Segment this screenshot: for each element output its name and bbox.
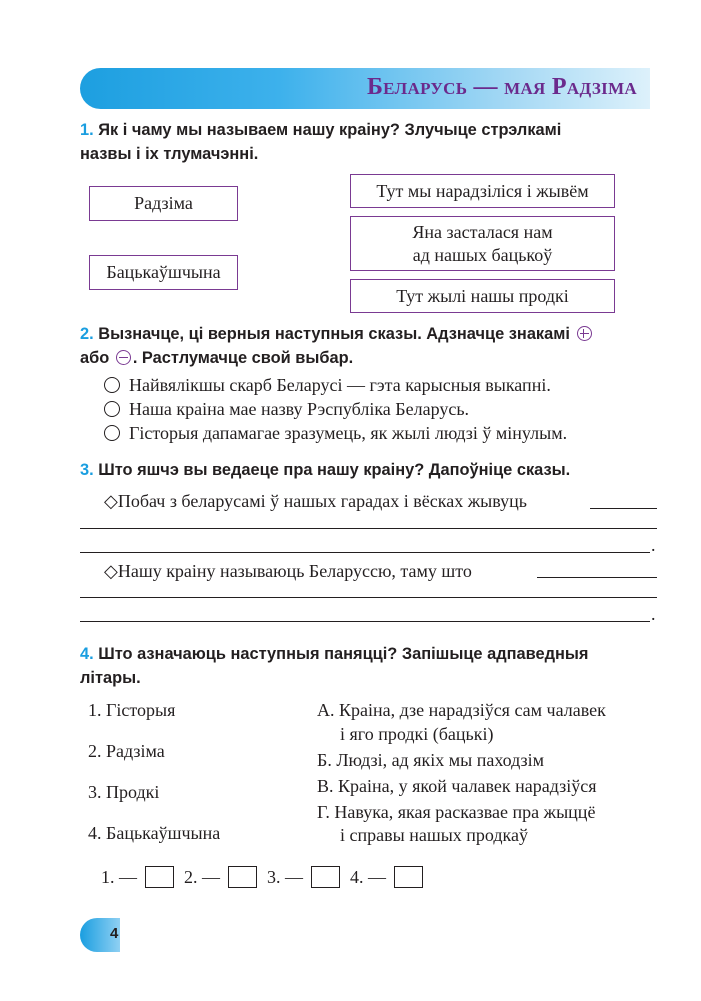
answer-box[interactable] bbox=[228, 866, 257, 888]
task4-text-line2: літары. bbox=[80, 669, 141, 687]
task1-number: 1. bbox=[80, 121, 94, 139]
answer-circle[interactable] bbox=[104, 425, 120, 441]
left-box-label: Бацькаўшчына bbox=[106, 262, 221, 282]
task1-text-line1: Як і чаму мы называем нашу краіну? Злучыце стрэлкамі bbox=[98, 121, 562, 139]
right-box-label: Тут мы нарадзіліся і жывём bbox=[376, 180, 589, 201]
task1-text-line2: назвы і іх тлумачэнні. bbox=[80, 145, 259, 163]
minus-circle-icon bbox=[116, 350, 131, 365]
term-item: 4. Бацькаўшчына bbox=[88, 823, 221, 843]
right-box-1[interactable] bbox=[350, 174, 615, 208]
answer-box[interactable] bbox=[145, 866, 174, 888]
period: . bbox=[651, 535, 656, 555]
page-title: Беларусь — мая Радзіма bbox=[366, 74, 637, 100]
answer-line[interactable] bbox=[537, 577, 657, 578]
definition-item: В. Краіна, у якой чалавек нарадзіўся bbox=[317, 776, 597, 796]
right-box-label: Тут жылі нашы продкі bbox=[396, 285, 569, 306]
answer-circle[interactable] bbox=[104, 401, 120, 417]
definition-item: А. Краіна, дзе нарадзіўся сам чалавек bbox=[317, 700, 606, 720]
right-box-3[interactable] bbox=[350, 279, 615, 313]
answer-box[interactable] bbox=[394, 866, 423, 888]
task4-text-line1: Што азначаюць наступныя паняцці? Запішыце адпаведныя bbox=[98, 645, 589, 663]
plus-circle-icon bbox=[577, 326, 592, 341]
task2-text-part3: . Растлумачце свой выбар. bbox=[132, 349, 354, 367]
right-box-2[interactable] bbox=[350, 216, 615, 271]
task3-question bbox=[80, 458, 570, 482]
definition-item-cont: і справы нашых продкаў bbox=[340, 825, 529, 845]
statement-row bbox=[104, 397, 469, 421]
statement-text: Найвялікшы скарб Беларусі — гэта карысныя выкапні. bbox=[129, 375, 551, 395]
left-box-label: Радзіма bbox=[134, 193, 193, 213]
term-item: 1. Гісторыя bbox=[88, 700, 176, 720]
period: . bbox=[651, 604, 656, 624]
left-box-radzima[interactable] bbox=[89, 186, 238, 221]
answer-line[interactable] bbox=[80, 621, 650, 622]
task4-number: 4. bbox=[80, 645, 94, 663]
term-item: 2. Радзіма bbox=[88, 741, 165, 761]
answer-label: 3. — bbox=[267, 867, 303, 887]
statement-text: Наша краіна мае назву Рэспубліка Беларусь. bbox=[129, 399, 470, 419]
statement-text: Гісторыя дапамагае зразумець, як жылі людзі ў мінулым. bbox=[129, 423, 568, 443]
task3-sentence2: ◇Нашу краіну называюць Беларуссю, таму што bbox=[104, 561, 472, 581]
definition-item-cont: і яго продкі (бацькі) bbox=[340, 724, 494, 744]
task3-sentence1: ◇Побач з беларусамі ў нашых гарадах і вёсках жывуць bbox=[104, 491, 527, 511]
statement-row bbox=[104, 373, 551, 397]
task3-number: 3. bbox=[80, 461, 94, 479]
answer-label: 2. — bbox=[184, 867, 220, 887]
answer-label: 4. — bbox=[350, 867, 386, 887]
page-number: 4 bbox=[110, 925, 119, 942]
answer-row bbox=[101, 866, 433, 888]
definition-item: Б. Людзі, ад якіх мы паходзім bbox=[317, 750, 545, 770]
answer-circle[interactable] bbox=[104, 377, 120, 393]
right-box-label-line1: Яна засталася нам bbox=[412, 221, 553, 242]
answer-line[interactable] bbox=[80, 528, 657, 529]
task2-text-part2: або bbox=[80, 349, 110, 367]
answer-label: 1. — bbox=[101, 867, 137, 887]
answer-line[interactable] bbox=[80, 552, 650, 553]
answer-box[interactable] bbox=[311, 866, 340, 888]
left-box-batskaushchyna[interactable] bbox=[89, 255, 238, 290]
task4-question bbox=[80, 642, 660, 690]
task2-question bbox=[80, 322, 660, 370]
term-item: 3. Продкі bbox=[88, 782, 160, 802]
statement-row bbox=[104, 421, 567, 445]
task2-number: 2. bbox=[80, 325, 94, 343]
answer-line[interactable] bbox=[590, 508, 657, 509]
task1-question bbox=[80, 118, 660, 166]
right-box-label-line2: ад нашых бацькоў bbox=[412, 244, 553, 265]
task2-text-part1: Вызначце, ці верныя наступныя сказы. Адзначце знакамі bbox=[98, 325, 570, 343]
answer-line[interactable] bbox=[80, 597, 657, 598]
definition-item: Г. Навука, якая расказвае пра жыццё bbox=[317, 802, 596, 822]
task3-text: Што яшчэ вы ведаеце пра нашу краіну? Дапоўніце сказы. bbox=[98, 461, 571, 479]
